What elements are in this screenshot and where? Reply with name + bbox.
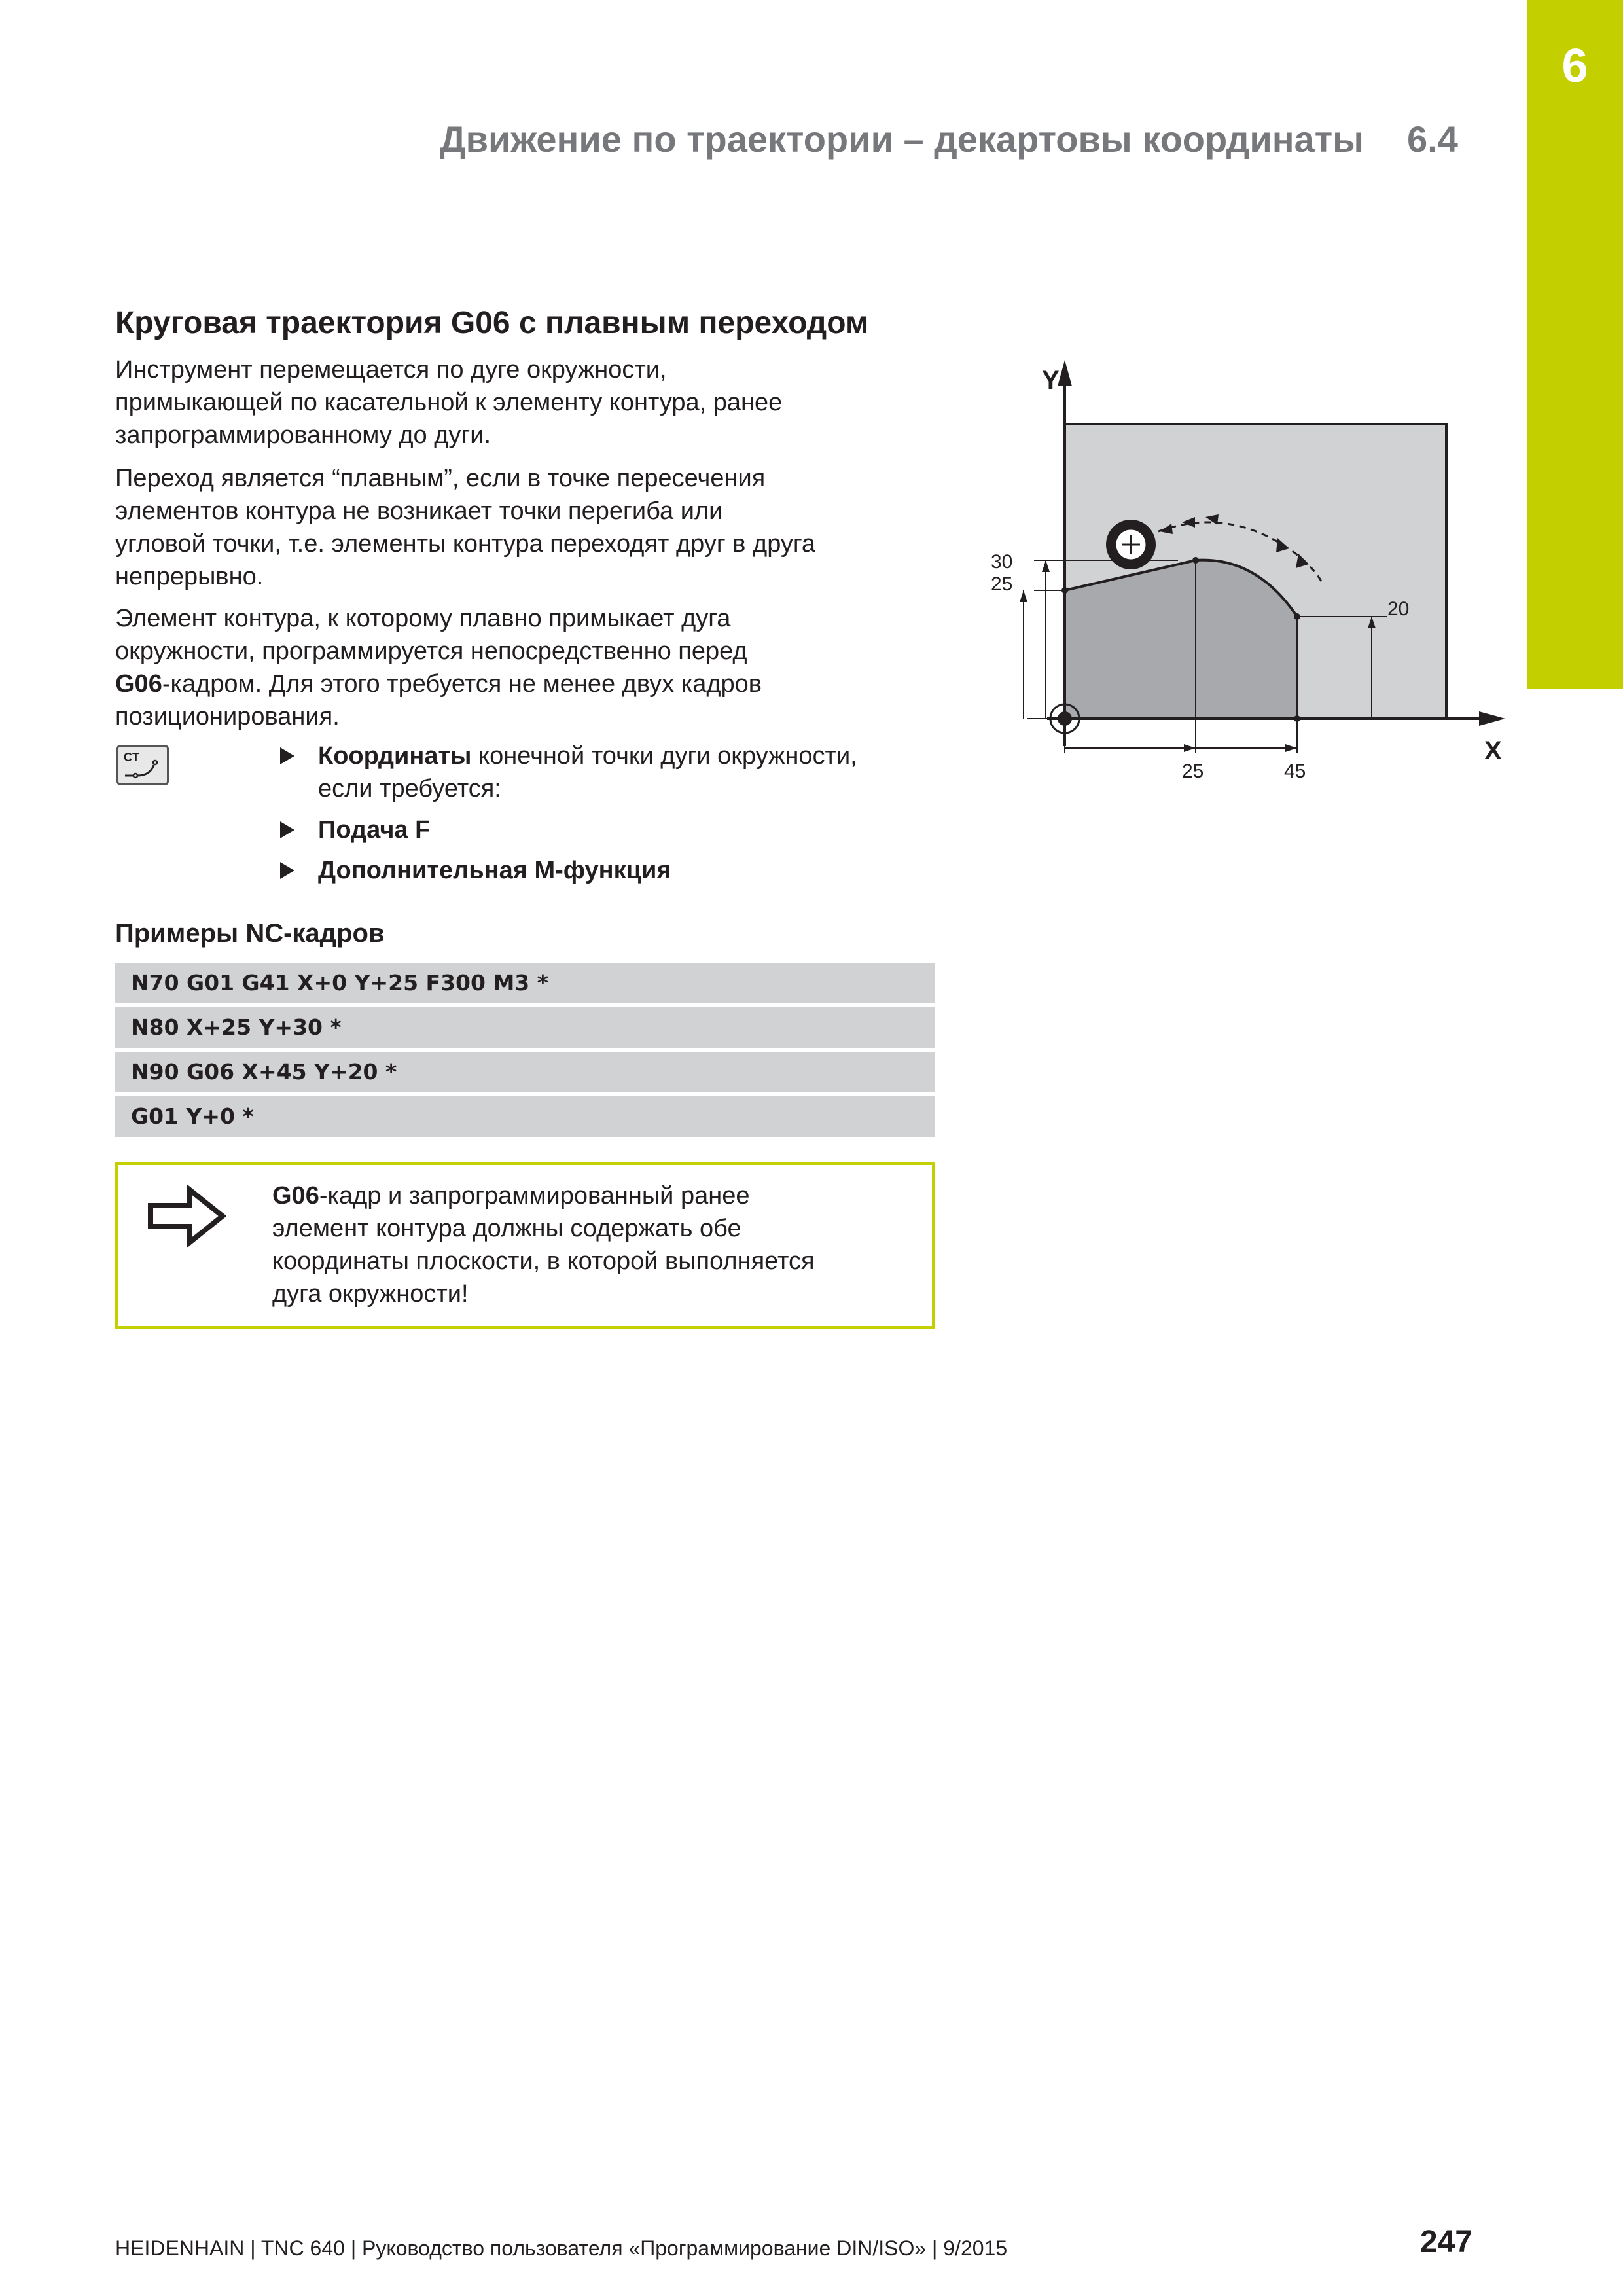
paragraph-1-line: запрограммированному до дуги.	[115, 422, 491, 449]
note-line: -кадр и запрограммированный ранее	[319, 1182, 750, 1210]
paragraph-1-line: примыкающей по касательной к элементу контура, ранее	[115, 389, 783, 416]
dim-label-20: 20	[1387, 598, 1410, 620]
bullet-text: конечной точки дуги окружности,	[471, 742, 857, 770]
x-axis-label: X	[1484, 736, 1502, 765]
paragraph-3-line: окружности, программируется непосредственно перед	[115, 637, 747, 665]
milling-cutter-icon	[1106, 520, 1156, 569]
paragraph-3-line	[115, 668, 940, 700]
note-line: координаты плоскости, в которой выполняется	[272, 1247, 815, 1275]
bullet-triangle-icon	[280, 821, 294, 838]
y-axis-arrow-icon	[1058, 360, 1072, 386]
examples-heading: Примеры NC-кадров	[115, 919, 385, 948]
note-line: элемент контура должны содержать обе	[272, 1215, 741, 1242]
g06-code: G06	[115, 670, 162, 698]
bullet-triangle-icon	[280, 747, 294, 764]
bullet-bold: Подача F	[318, 816, 431, 844]
paragraph-3-text: -кадром. Для этого требуется не менее двух кадров	[162, 670, 762, 698]
chapter-tab	[1527, 0, 1623, 689]
paragraph-2	[115, 462, 940, 593]
paragraph-2-line: угловой точки, т.е. элементы контура переходят друг в друга	[115, 530, 816, 558]
bullet-item	[281, 740, 936, 805]
paragraph-3-line: Элемент контура, к которому плавно примыкает дуга	[115, 605, 731, 632]
x-axis-arrow-icon	[1479, 711, 1505, 726]
y-axis-label: Y	[1042, 366, 1060, 395]
dim-label-x25: 25	[1182, 761, 1204, 782]
contour-diagram	[982, 360, 1518, 792]
bullet-item	[281, 814, 936, 846]
code-row: N80 X+25 Y+30 *	[115, 1007, 935, 1048]
page-header-title: Движение по траектории – декартовы координаты	[439, 118, 1364, 160]
dim-label-25: 25	[991, 573, 1013, 595]
note-text	[272, 1179, 914, 1310]
arrow-right-icon	[147, 1183, 228, 1249]
paragraph-2-line: Переход является “плавным”, если в точке пересечения	[115, 465, 766, 492]
section-title: Круговая траектория G06 с плавным переходом	[115, 306, 869, 340]
bullet-bold: Координаты	[318, 742, 472, 770]
code-row: G01 Y+0 *	[115, 1096, 935, 1137]
bullet-triangle-icon	[280, 862, 294, 879]
dim-label-30: 30	[991, 551, 1013, 573]
chapter-number: 6	[1561, 40, 1588, 92]
bullet-item	[281, 854, 936, 887]
note-g06-code: G06	[272, 1182, 319, 1210]
paragraph-2-line: непрерывно.	[115, 563, 264, 590]
ct-key-icon	[116, 745, 169, 785]
code-row: N70 G01 G41 X+0 Y+25 F300 M3 *	[115, 963, 935, 1003]
code-row: N90 G06 X+45 Y+20 *	[115, 1052, 935, 1092]
note-line: дуга окружности!	[272, 1280, 469, 1308]
paragraph-1-line: Инструмент перемещается по дуге окружности,	[115, 356, 667, 384]
paragraph-3	[115, 602, 940, 733]
dim-label-x45: 45	[1284, 761, 1306, 782]
page-header-section-number: 6.4	[1407, 118, 1458, 160]
paragraph-2-line: элементов контура не возникает точки перегиба или	[115, 497, 723, 525]
note-box	[115, 1162, 935, 1329]
page-number: 247	[1419, 2225, 1472, 2259]
paragraph-3-line: позиционирования.	[115, 703, 340, 730]
bullet-text-line2: если требуется:	[318, 775, 501, 802]
bullet-bold: Дополнительная М-функция	[318, 857, 671, 884]
contour-shape	[1065, 560, 1297, 719]
footer-text: HEIDENHAIN | TNC 640 | Руководство пользователя «Программирование DIN/ISO» | 9/2015	[115, 2236, 1008, 2260]
ct-key-glyph	[118, 747, 167, 783]
ct-key-label: CT	[124, 751, 139, 764]
paragraph-1	[115, 353, 940, 452]
